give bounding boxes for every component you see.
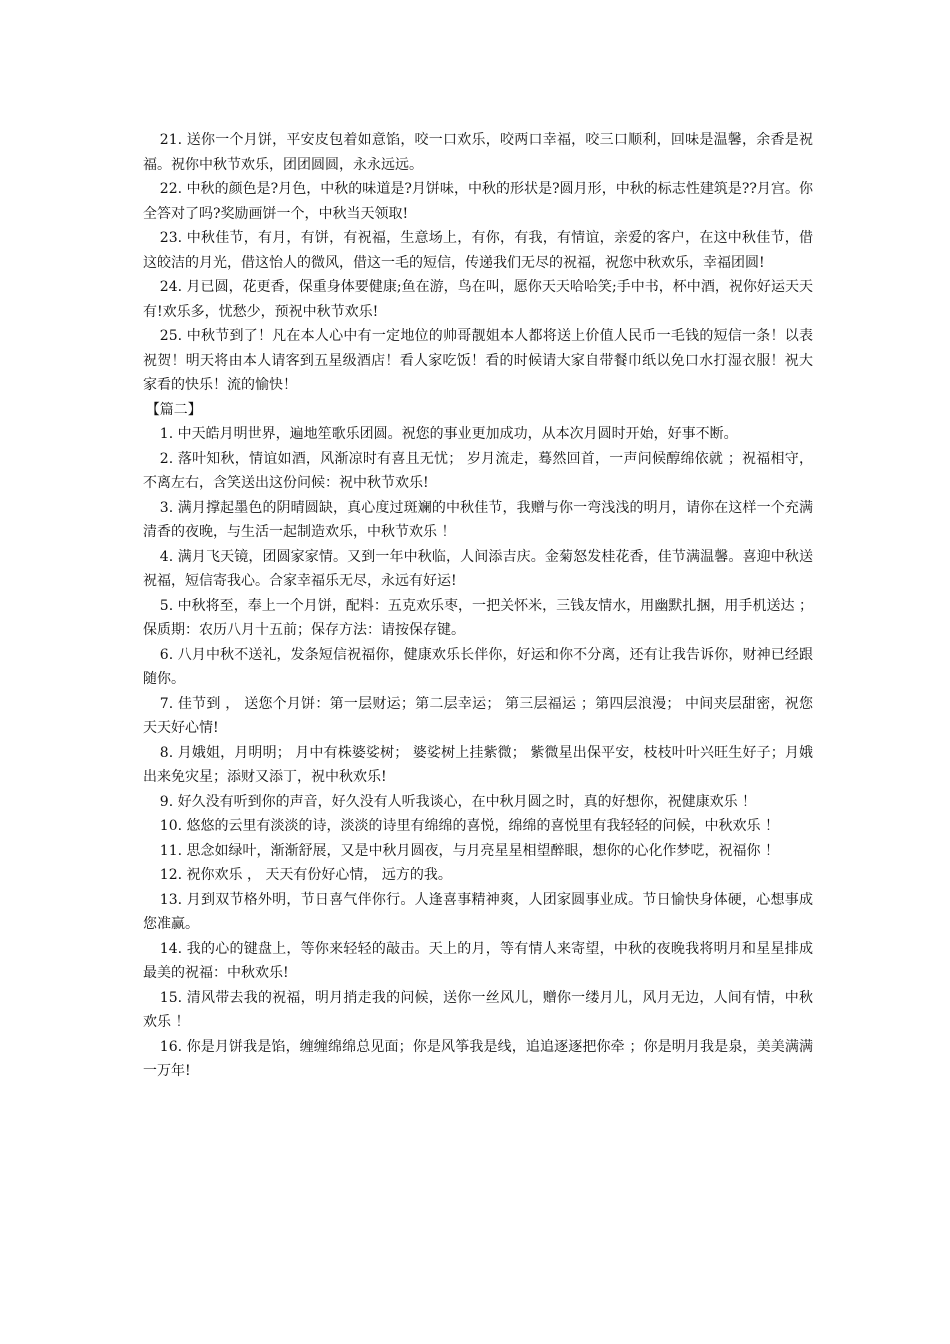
paragraph-23: 23. 中秋佳节，有月，有饼，有祝福，生意场上，有你，有我，有情谊，亲爱的客户，在这中秋佳节，借这皎洁的月光，借这怡人的微风，借这一毛的短信，传递我们无尽的祝福，祝您中秋欢乐，幸福团圆! [143,230,813,271]
paragraph-16: 16. 你是月饼我是馅，缠缠绵绵总见面；你是风筝我是线，追追逐逐把你牵 ；你是明月我是泉，美美满满一万年! [143,1038,813,1079]
paragraph-15: 15. 清风带去我的祝福，明月捎走我的问候，送你一丝风儿，赠你一缕月儿，风月无边，人间有情，中秋欢乐 ！ [143,989,813,1030]
paragraph-3: 3. 满月撑起墨色的阴晴圆缺，真心度过斑斓的中秋佳节，我赠与你一弯浅浅的明月，请你在这样一个充满清香的夜晚，与生活一起制造欢乐，中秋节欢乐 ！ [143,499,813,540]
paragraph-8: 8. 月娥姐，月明明； 月中有株婆娑树； 婆娑树上挂紫微； 紫微星出保平安，枝枝叶叶兴旺生好子；月娥出来免灾星；添财又添丁，祝中秋欢乐! [143,744,813,785]
paragraph-10: 10. 悠悠的云里有淡淡的诗，淡淡的诗里有绵绵的喜悦，绵绵的喜悦里有我轻轻的问候，中秋欢乐 ！ [159,818,779,834]
paragraph-11: 11. 思念如绿叶，渐渐舒展，又是中秋月圆夜，与月亮星星相望醉眼，想你的心化作梦呓，祝福你 ！ [159,842,779,859]
paragraph-4: 4. 满月飞天镜，团圆家家情。又到一年中秋临，人间添吉庆。金菊怒发桂花香，佳节满温馨。喜迎中秋送祝福，短信寄我心。合家幸福乐无尽，永远有好运! [143,548,813,589]
section-two [143,422,813,1084]
paragraph-22: 22. 中秋的颜色是?月色，中秋的味道是?月饼味，中秋的形状是?圆月形，中秋的标志性建筑是??月宫。你全答对了吗?奖励画饼一个，中秋当天领取! [143,181,813,222]
paragraph-9: 9. 好久没有听到你的声音，好久没有人听我谈心，在中秋月圆之时，真的好想你，祝健康欢乐 ！ [159,793,757,810]
paragraph-1: 1. 中天皓月明世界，遍地笙歌乐团圆。祝您的事业更加成功，从本次月圆时开始，好事不断。 [159,426,738,442]
paragraph-2: 2. 落叶知秋，情谊如酒，风渐凉时有喜且无忧； 岁月流走，蓦然回首，一声问候醇绵依就 ；祝福相守，不离左右，含笑送出这份问候：祝中秋节欢乐! [143,450,813,491]
paragraph-6: 6. 八月中秋不送礼，发条短信祝福你，健康欢乐长伴你，好运和你不分离，还有让我告诉你，财神已经跟随你。 [143,646,813,687]
section-one [143,128,813,398]
paragraph-14: 14. 我的心的键盘上，等你来轻轻的敲击。天上的月，等有情人来寄望，中秋的夜晚我将明月和星星排成最美的祝福：中秋欢乐! [143,940,813,981]
paragraph-21: 21. 送你一个月饼，平安皮包着如意馅，咬一口欢乐，咬两口幸福，咬三口顺利，回味是温馨，余香是祝福。祝你中秋节欢乐，团团圆圆，永永远远。 [143,132,813,173]
paragraph-7: 7. 佳节到 ， 送您个月饼：第一层财运；第二层幸运； 第三层福运 ；第四层浪漫； 中间夹层甜密，祝您天天好心情! [143,695,813,736]
document-page [143,128,813,1084]
paragraph-12: 12. 祝你欢乐 ， 天天有份好心情， 远方的我。 [159,867,452,883]
paragraph-25: 25. 中秋节到了！凡在本人心中有一定地位的帅哥靓姐本人都将送上价值人民币一毛钱的短信一条！以表祝贺！明天将由本人请客到五星级酒店！看人家吃饭！看的时候请大家自带餐巾纸以免口水打湿衣服！祝大家看的快乐！流的愉快！ [143,328,813,393]
paragraph-5: 5. 中秋将至，奉上一个月饼，配料：五克欢乐枣，一把关怀米，三钱友情水，用幽默扎捆，用手机送达 ；保质期：农历八月十五前；保存方法：请按保存键。 [143,597,813,638]
paragraph-24: 24. 月已圆，花更香，保重身体要健康;鱼在游，鸟在叫，愿你天天哈哈笑;手中书，杯中酒，祝你好运天天有!欢乐多，忧愁少，预祝中秋节欢乐! [143,279,813,320]
section-heading: 【篇二】 [145,401,202,418]
paragraph-13: 13. 月到双节格外明，节日喜气伴你行。人逢喜事精神爽，人团家圆事业成。节日愉快身体硬，心想事成您准赢。 [143,891,813,932]
